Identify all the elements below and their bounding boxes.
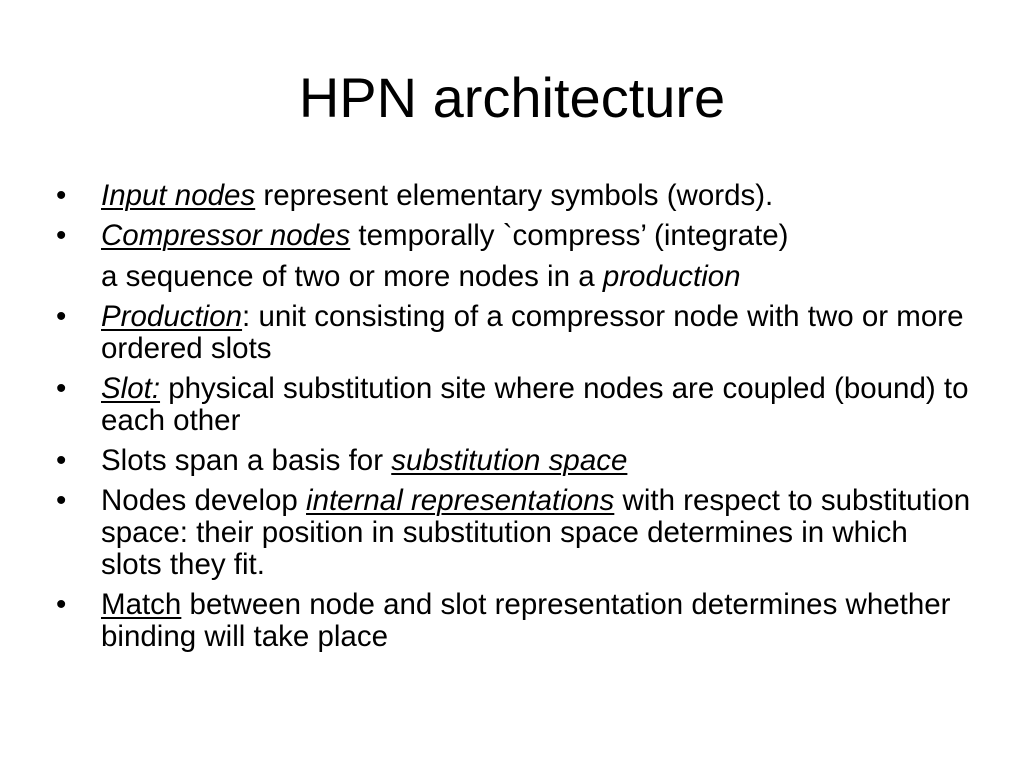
term-substitution-space: substitution space [391,444,628,477]
bullet-input-nodes [55,180,975,212]
term-production: Production [101,300,243,333]
continuation-text: a sequence of two or more nodes in a [101,260,603,293]
bullet-match [55,589,975,653]
bullet-list [55,180,975,661]
bullet-icon: • [56,372,67,405]
bullet-icon: • [56,484,67,517]
bullet-icon: • [56,444,67,477]
bullet-icon: • [56,179,67,212]
bullet-icon: • [56,300,67,333]
bullet-text: : unit consisting of a compressor node with two or more ordered slots [101,300,964,365]
term-production-emphasis: production [602,260,741,293]
term-input-nodes: Input nodes [101,179,256,212]
bullet-icon: • [56,219,67,252]
slide-title: HPN architecture [298,66,726,129]
bullet-compressor-continuation [55,261,975,293]
bullet-text-before: Nodes develop [101,484,307,517]
term-internal-representations: internal representations [306,484,615,517]
bullet-production [55,301,975,365]
term-slot: Slot: [101,372,161,405]
bullet-text: between node and slot representation determines whether binding will take place [101,588,951,653]
bullet-text: represent elementary symbols (words). [255,179,774,212]
term-match: Match [101,588,182,621]
bullet-slots-span [55,445,975,477]
bullet-text: Slots span a basis for [101,444,392,477]
bullet-slot [55,373,975,437]
term-compressor-nodes: Compressor nodes [101,219,351,252]
bullet-text: physical substitution site where nodes are coupled (bound) to each other [101,372,969,437]
bullet-text: temporally `compress’ (integrate) [350,219,789,252]
bullet-nodes-develop [55,485,975,581]
bullet-compressor-nodes [55,220,975,252]
bullet-icon: • [56,588,67,621]
bullet-text: with respect to substitution space: their position in substitution space determines in which slots they fit. [101,484,971,581]
